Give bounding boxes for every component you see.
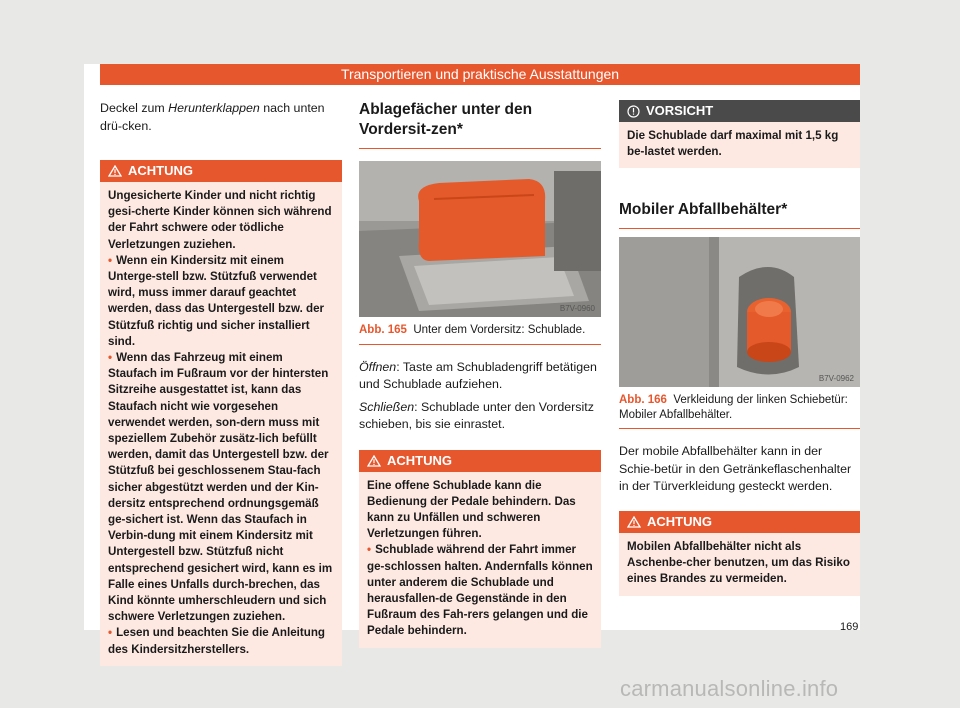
warning-header: ACHTUNG <box>619 511 860 533</box>
warning-lead: Eine offene Schublade kann die Bedienung der Pedale behindern. Das kann zu Unfällen und schweren Verletzungen führen. <box>367 478 576 541</box>
warning-bullet: • Lesen und beachten Sie die Anleitung des Kindersitzherstellers. <box>108 626 325 656</box>
figure-code: B7V-0962 <box>818 374 854 384</box>
warning-triangle-icon <box>367 455 381 467</box>
warning-bullet: • Wenn ein Kindersitz mit einem Unterge-stell bzw. Stützfuß verwendet wird, muss immer darauf geachtet werden, dass das Untergestell bzw. der Stützfuß richtig und sicher installiert sind. <box>108 253 325 348</box>
figure-bin <box>619 237 860 387</box>
figure-caption: Abb. 166 Verkleidung der linken Schiebetür: Mobiler Abfallbehälter. <box>619 387 860 429</box>
caution-header: VORSICHT <box>619 100 860 122</box>
warning-header: ACHTUNG <box>359 450 601 472</box>
warning-bullet: • Schublade während der Fahrt immer ge-schlossen halten. Andernfalls können unter anderem die Schublade und herausfallen-de Gegenstände in den Fußraum des Fah-rers gelangen und die Pedale behindern. <box>367 543 593 638</box>
bullet-icon: • <box>108 253 113 267</box>
caution-box <box>619 100 860 168</box>
column-2 <box>359 100 601 648</box>
bullet-icon: • <box>108 351 113 365</box>
section-title-wrap <box>619 200 860 229</box>
info-circle-icon <box>627 105 640 118</box>
caution-body: Die Schublade darf maximal mit 1,5 kg be-lastet werden. <box>627 129 839 159</box>
warning-triangle-icon <box>627 516 641 528</box>
warning-body <box>359 472 601 648</box>
open-text: Öffnen: Taste am Schubladengriff betätigen und Schublade aufziehen. <box>359 359 597 391</box>
warning-lead: Ungesicherte Kinder und nicht richtig gesi-cherte Kinder können sich während der Fahrt schwere oder tödliche Verletzungen zuziehen. <box>108 189 332 251</box>
bin-text: Der mobile Abfallbehälter kann in der Schie-betür in den Getränkeflaschenhalter in der Türverkleidung gesteckt werden. <box>619 444 852 494</box>
section-title-bin: Mobiler Abfallbehälter* <box>619 201 788 219</box>
column-1 <box>100 100 342 666</box>
bullet-icon: • <box>108 626 113 640</box>
warning-box-bin <box>619 511 860 596</box>
warning-body: Mobilen Abfallbehälter nicht als Aschenbe-cher benutzen, um das Risiko eines Brandes zu vermeiden. <box>627 539 850 586</box>
drawer-illustration <box>359 161 601 317</box>
intro-text: Deckel zum Herunterklappen nach unten drü-cken. <box>100 101 325 133</box>
section-title-drawers: Ablagefächer unter den Vordersit-zen* <box>359 101 533 138</box>
warning-box-children <box>100 160 342 666</box>
warning-header: ACHTUNG <box>100 160 342 182</box>
figure-drawer <box>359 161 601 317</box>
warning-triangle-icon <box>108 165 122 177</box>
bin-illustration <box>619 237 860 387</box>
figure-code: B7V-0960 <box>559 304 595 313</box>
page-number: 169 <box>840 621 859 633</box>
figure-caption: Abb. 165 Unter dem Vordersitz: Schublade. <box>359 317 601 345</box>
warning-box-drawer <box>359 450 601 648</box>
warning-body <box>100 182 342 666</box>
column-3 <box>619 100 860 596</box>
section-title-wrap <box>359 100 601 149</box>
close-text: Schließen: Schublade unter den Vordersitz schieben, bis sie einrastet. <box>359 399 594 431</box>
page-header: Transportieren und praktische Ausstattungen <box>100 64 860 85</box>
bullet-icon: • <box>367 543 372 557</box>
warning-bullet: • Wenn das Fahrzeug mit einem Staufach im Fußraum vor der hintersten Sitzreihe ausgestattet ist, kann das Staufach nicht wie vorgesehen verwendet werden, son-dern muss mit speziellem Zubehör zusätz-lich befüllt werden, damit das Untergestell bzw. der Stützfuß bei geschlossenem Stau-fach sicher abgestützt werden und der Kin-dersitz entsprechend ordnungsgemäß ge-sichert ist. Wenn das Staufach in Verbin-dung mit einem Kindersitz mit Untergestell bzw. Stützfuß nicht entsprechend gesichert wird, kann es im Falle eines Unfalls durch-brechen, das Kind könnte umherschleudern und sich schwere Verletzungen zuziehen. <box>108 351 333 624</box>
watermark: carmanualsonline.info <box>620 676 839 701</box>
